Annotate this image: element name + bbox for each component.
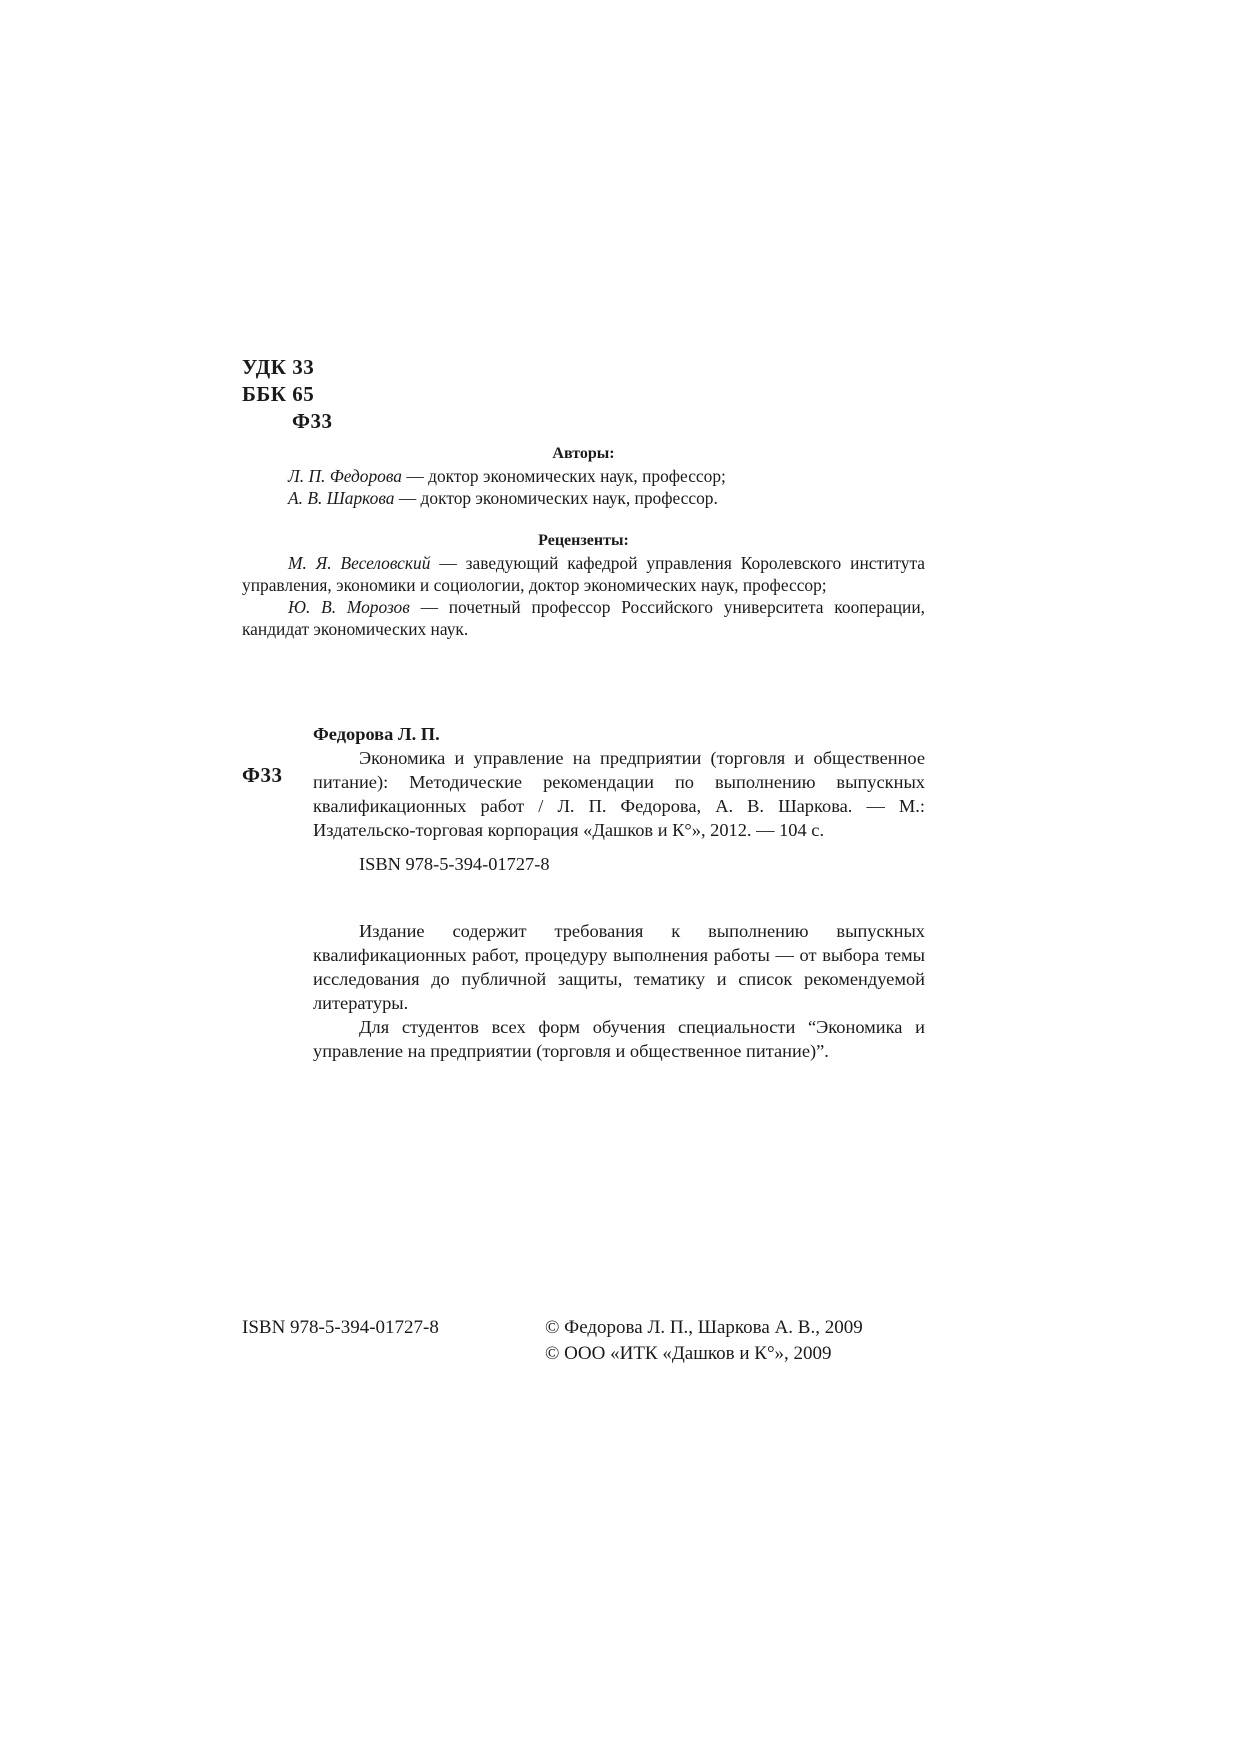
author-name: А. В. Шаркова xyxy=(288,488,395,508)
reviewer-entry xyxy=(242,552,925,596)
author-entry xyxy=(242,487,925,509)
catalog-isbn: ISBN 978-5-394-01727-8 xyxy=(359,854,550,874)
author-mark-code: Ф33 xyxy=(292,409,333,433)
bbk-code: ББК 65 xyxy=(242,382,315,406)
footer-isbn: ISBN 978-5-394-01727-8 xyxy=(242,1317,439,1338)
authors-heading: Авторы: xyxy=(552,445,615,462)
catalog-author: Федорова Л. П. xyxy=(313,724,440,744)
annotation xyxy=(313,919,925,1063)
annotation-paragraph: Издание содержит требования к выполнению выпускных квалификационных работ, процедуру выполнения работы — от выбора темы исследования до публичной защиты, тематику и список рекомендуемой литературы. xyxy=(313,921,925,1013)
authors-list xyxy=(242,465,925,509)
author-entry xyxy=(242,465,925,487)
reviewers-list xyxy=(242,552,925,640)
copyright-block xyxy=(545,1315,863,1367)
reviewer-name: М. Я. Веселовский xyxy=(288,553,431,573)
catalog-card xyxy=(313,722,925,876)
catalog-description: Экономика и управление на предприятии (торговля и общественное питание): Методические рекомендации по выполнению выпускных квалификационных работ / Л. П. Федорова, А. В. Шаркова. — М.: Издательско-торговая корпорация «Дашков и К°», 2012. — 104 с. xyxy=(313,748,925,840)
udk-code: УДК 33 xyxy=(242,355,315,379)
author-description: — доктор экономических наук, профессор. xyxy=(394,488,718,508)
author-name: Л. П. Федорова xyxy=(288,466,403,486)
annotation-paragraph: Для студентов всех форм обучения специальности “Экономика и управление на предприятии (торговля и общественное питание)”. xyxy=(313,1017,925,1061)
catalog-side-code: Ф33 xyxy=(242,763,283,787)
copyright-line: © Федорова Л. П., Шаркова А. В., 2009 xyxy=(545,1317,863,1338)
reviewers-heading: Рецензенты: xyxy=(538,532,629,549)
author-description: — доктор экономических наук, профессор; xyxy=(402,466,726,486)
reviewer-entry xyxy=(242,596,925,640)
reviewer-description: — заведующий кафедрой управления Королевского института управления, экономики и социологии, доктор экономических наук, профессор; xyxy=(242,553,925,595)
reviewer-description: — почетный профессор Российского университета кооперации, кандидат экономических наук. xyxy=(242,597,925,639)
copyright-line: © ООО «ИТК «Дашков и К°», 2009 xyxy=(545,1343,832,1364)
reviewer-name: Ю. В. Морозов xyxy=(288,597,410,617)
